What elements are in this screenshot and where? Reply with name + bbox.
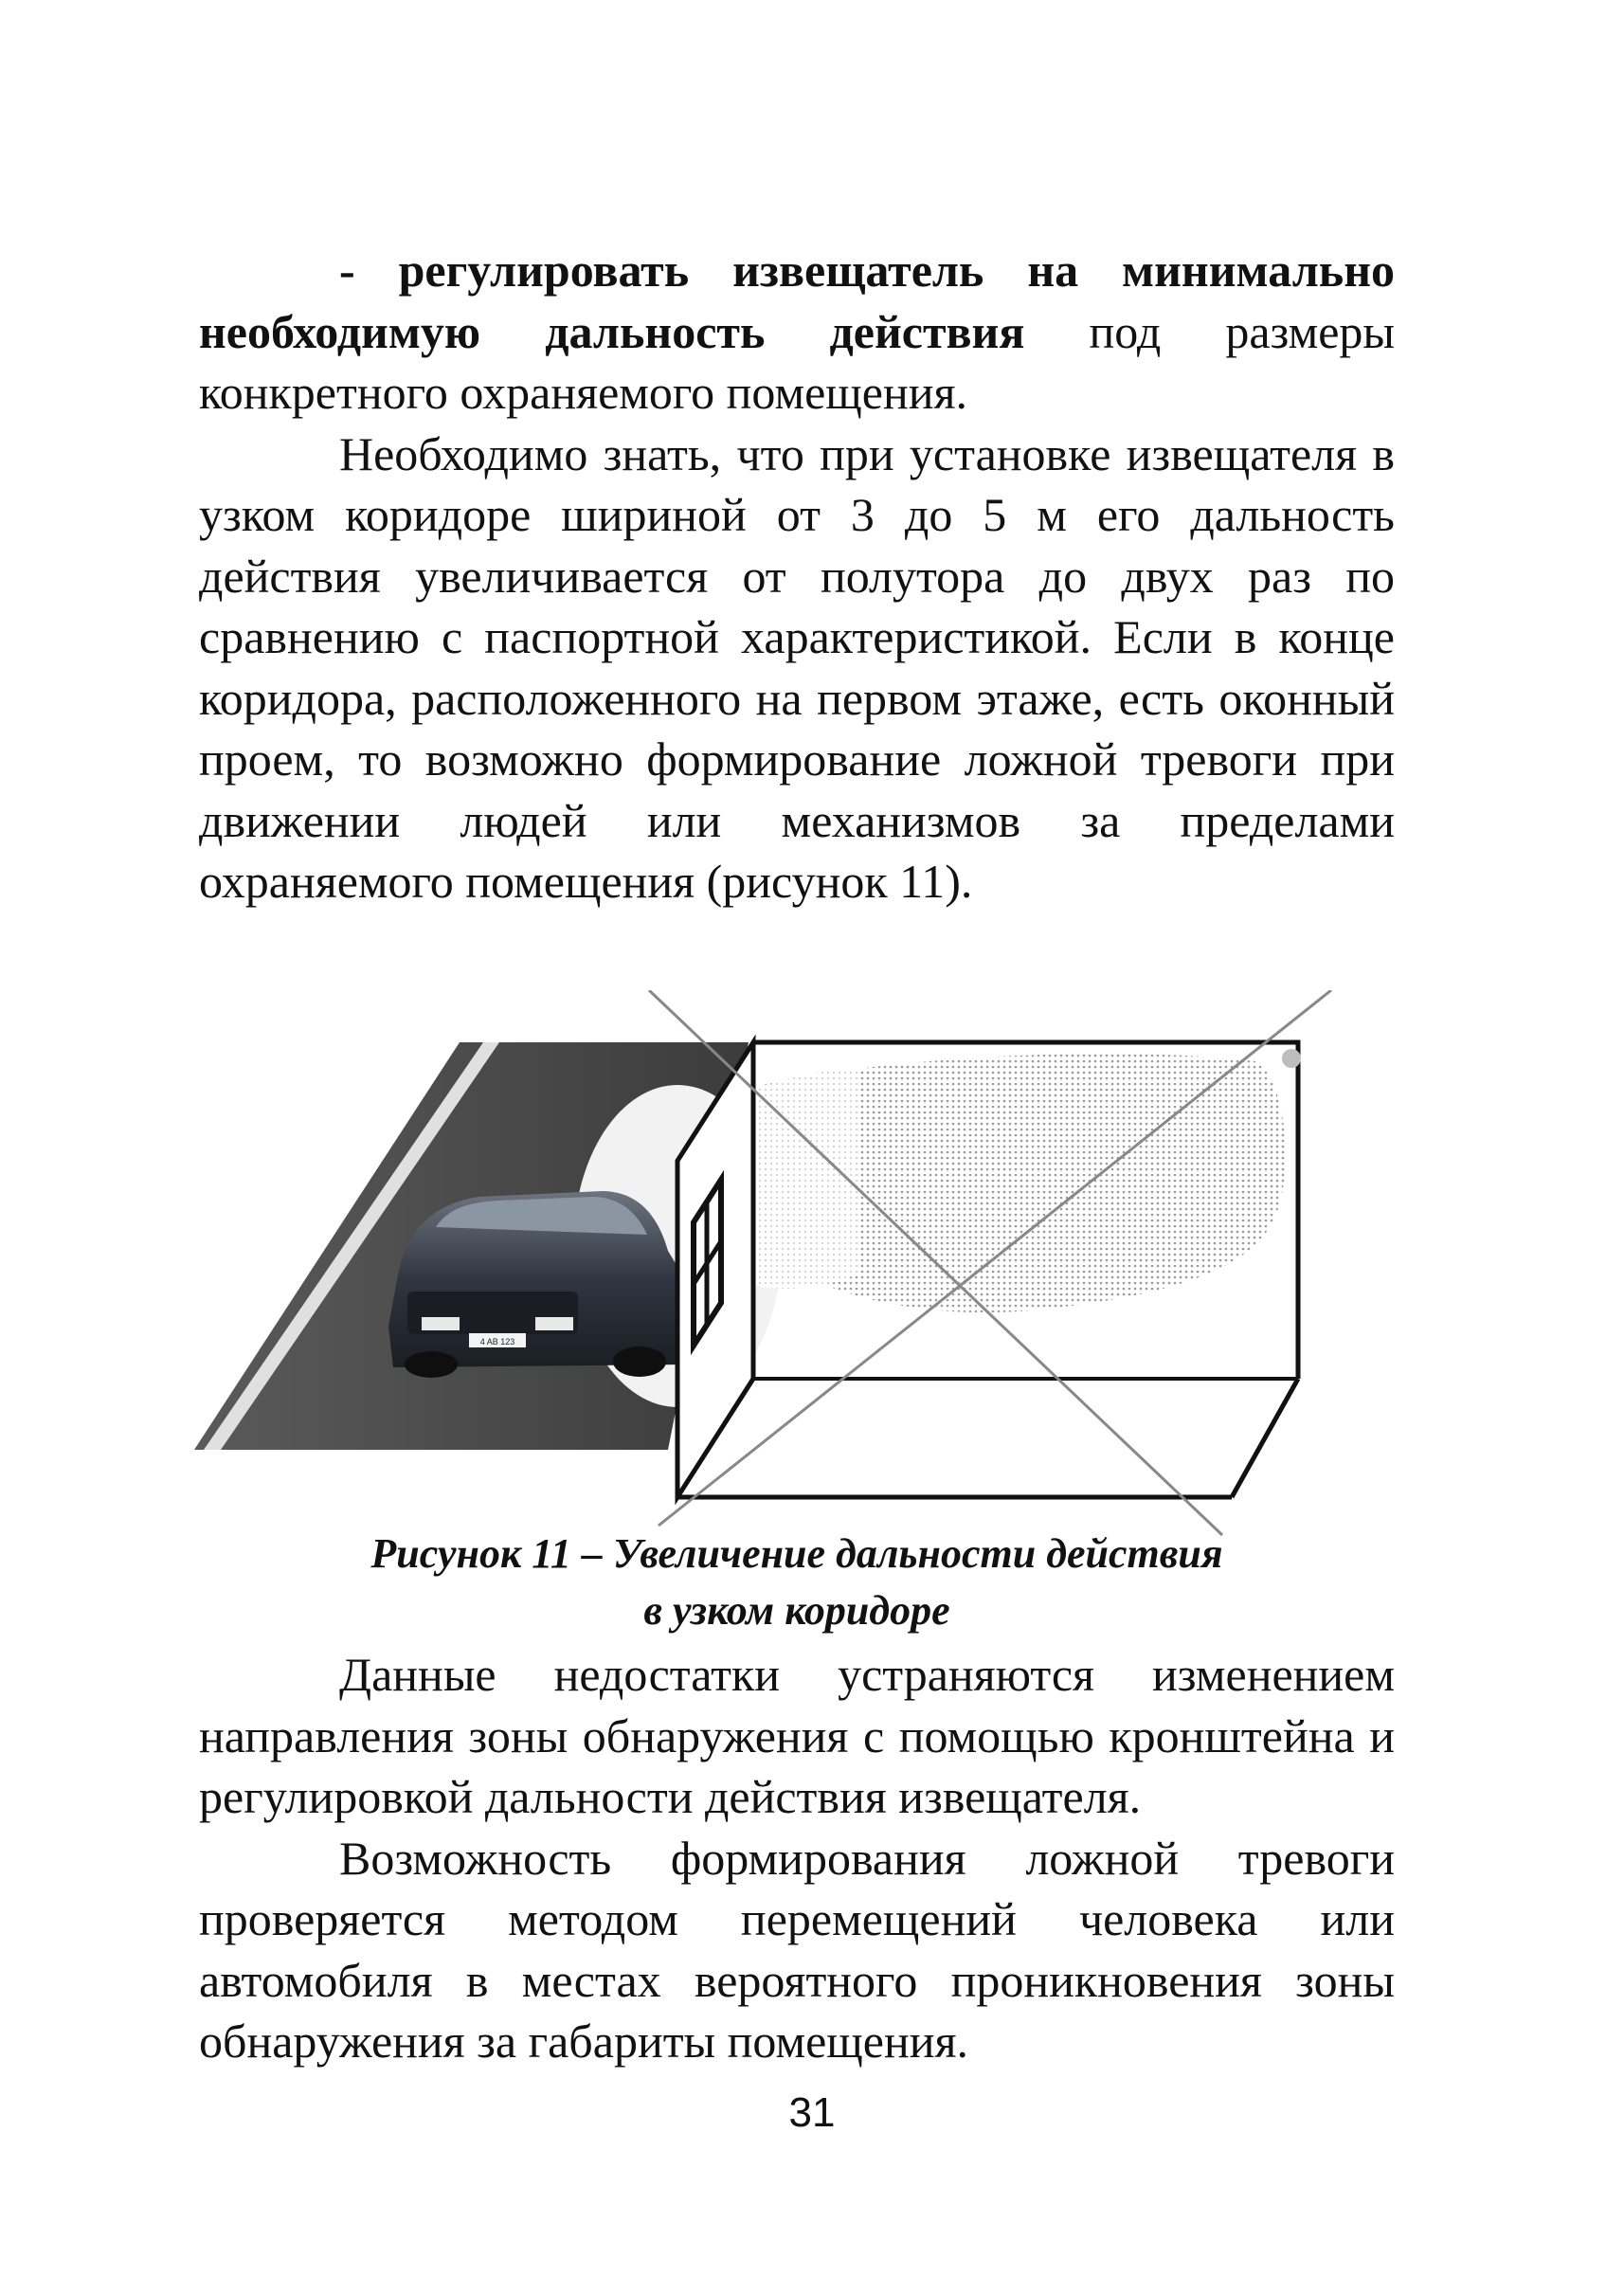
license-plate: 4 AB 123 — [479, 1337, 515, 1346]
paragraph-4: Возможность формирования ложной тревоги проверяется методом перемещений человека или автомобиля в местах вероятного проникновения зоны обнаружения за габариты помещения. — [199, 1831, 1395, 2068]
paragraph-3: Данные недостатки устраняются изменением направления зоны обнаружения с помощью кронштейна и регулировкой дальности действия извещателя. — [199, 1648, 1395, 1823]
paragraph-1-rest: под размеры конкретного охраняемого помещения. — [199, 304, 1395, 419]
text-block-top — [199, 240, 1395, 913]
paragraph-1-bold: - регулировать извещатель на минимально необходимую дальность действия — [199, 244, 1395, 358]
figure-11-illustration — [194, 990, 1464, 1540]
caption-line-1: Рисунок 11 – Увеличение дальности действия — [370, 1530, 1223, 1577]
page-number: 31 — [788, 2089, 836, 2136]
caption-line-2: в узком коридоре — [643, 1587, 950, 1634]
room-box — [677, 1042, 1301, 1497]
paragraph-1 — [199, 240, 1395, 424]
text-block-bottom — [199, 1644, 1395, 2072]
paragraph-2: Необходимо знать, что при установке извещателя в узком коридоре шириной от 3 до 5 м его дальность действия увеличивается от полутора до двух раз по сравнению с паспортной характеристикой. Если в конце коридора, расположенного на первом этаже, есть оконный проем, то возможно формирование ложной тревоги при движении людей или механизмов за пределами охраняемого помещения (рисунок 11). — [199, 426, 1395, 908]
car-icon — [388, 1191, 692, 1378]
figure-caption — [199, 1526, 1395, 1639]
figure-11 — [194, 990, 1464, 1540]
